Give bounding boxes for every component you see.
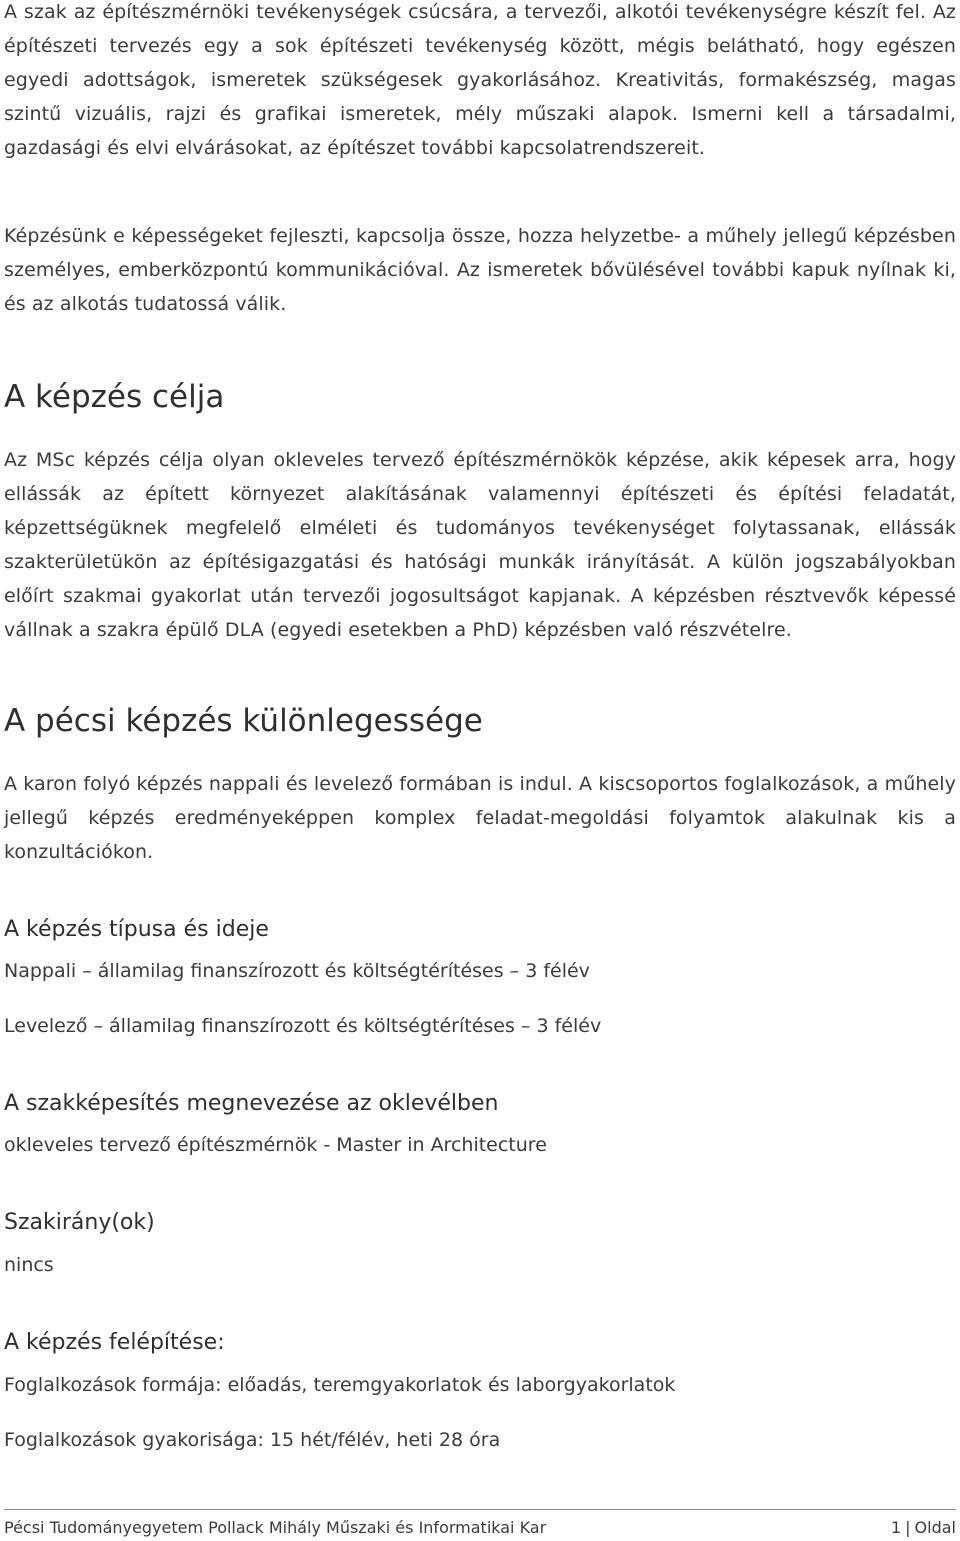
qualification-text: okleveles tervező építészmérnök - Master in Architecture (4, 1134, 547, 1156)
page-footer (4, 1517, 956, 1541)
specialization-heading: Szakirány(ok) (4, 1210, 155, 1235)
qualification-heading: A szakképesítés megnevezése az oklevélben (4, 1091, 499, 1116)
special-paragraph: A karon folyó képzés nappali és levelező formában is indul. A kiscsoportos foglalkozások, a műhely jellegű képzés eredményeképpen komplex feladat-megoldási folyamtok alakulnak kis a konzultációkon. (4, 773, 956, 863)
footer-divider (4, 1509, 956, 1510)
page-separator: | (905, 1518, 911, 1537)
footer-institution: Pécsi Tudományegyetem Pollack Mihály Műszaki és Informatikai Kar (4, 1518, 547, 1537)
goal-heading: A képzés célja (4, 379, 225, 415)
structure-heading: A képzés felépítése: (4, 1330, 225, 1355)
specialization-text: nincs (4, 1254, 54, 1276)
structure-forms-line: Foglalkozások formája: előadás, teremgyakorlatok és laborgyakorlatok (4, 1374, 676, 1396)
page-number: 1 (890, 1518, 902, 1537)
type-heading: A képzés típusa és ideje (4, 917, 269, 942)
special-heading: A pécsi képzés különlegessége (4, 703, 483, 739)
structure-frequency-line: Foglalkozások gyakorisága: 15 hét/félév, heti 28 óra (4, 1429, 501, 1451)
intro-paragraph-2: Képzésünk e képességeket fejleszti, kapcsolja össze, hozza helyzetbe- a műhely jellegű képzésben személyes, emberközpontú kommunikációval. Az ismeretek bővülésével további kapuk nyílnak ki, és az alkotás tudatossá válik. (4, 225, 956, 315)
footer-page-indicator (891, 1517, 956, 1539)
type-line-correspondence: Levelező – államilag finanszírozott és költségtérítéses – 3 félév (4, 1015, 602, 1037)
intro-paragraph-1: A szak az építészmérnöki tevékenységek csúcsára, a tervezői, alkotói tevékenységre készít fel. Az építészeti tervezés egy a sok építészeti tevékenység között, mégis belátható, hogy egészen egyedi adottságok, ismeretek szükségesek gyakorlásához. Kreativitás, formakészség, magas szintű vizuális, rajzi és grafikai ismeretek, mély műszaki alapok. Ismerni kell a társadalmi, gazdasági és elvi elvárásokat, az építészet további kapcsolatrendszereit. (4, 1, 956, 159)
goal-paragraph: Az MSc képzés célja olyan okleveles tervező építészmérnökök képzése, akik képesek arra, hogy ellássák az épített környezet alakításának valamennyi építészeti és építési feladatát, képzettségüknek megfelelő elméleti és tudományos tevékenységet folytassanak, ellássák szakterületükön az építésigazgatási és hatósági munkák irányítását. A külön jogszabályokban előírt szakmai gyakorlat után tervezői jogosultságot kapjanak. A képzésben résztvevők képessé vállnak a szakra épülő DLA (egyedi esetekben a PhD) képzésben való részvételre. (4, 449, 956, 641)
page-label: Oldal (914, 1518, 956, 1537)
type-line-daytime: Nappali – államilag finanszírozott és költségtérítéses – 3 félév (4, 960, 590, 982)
